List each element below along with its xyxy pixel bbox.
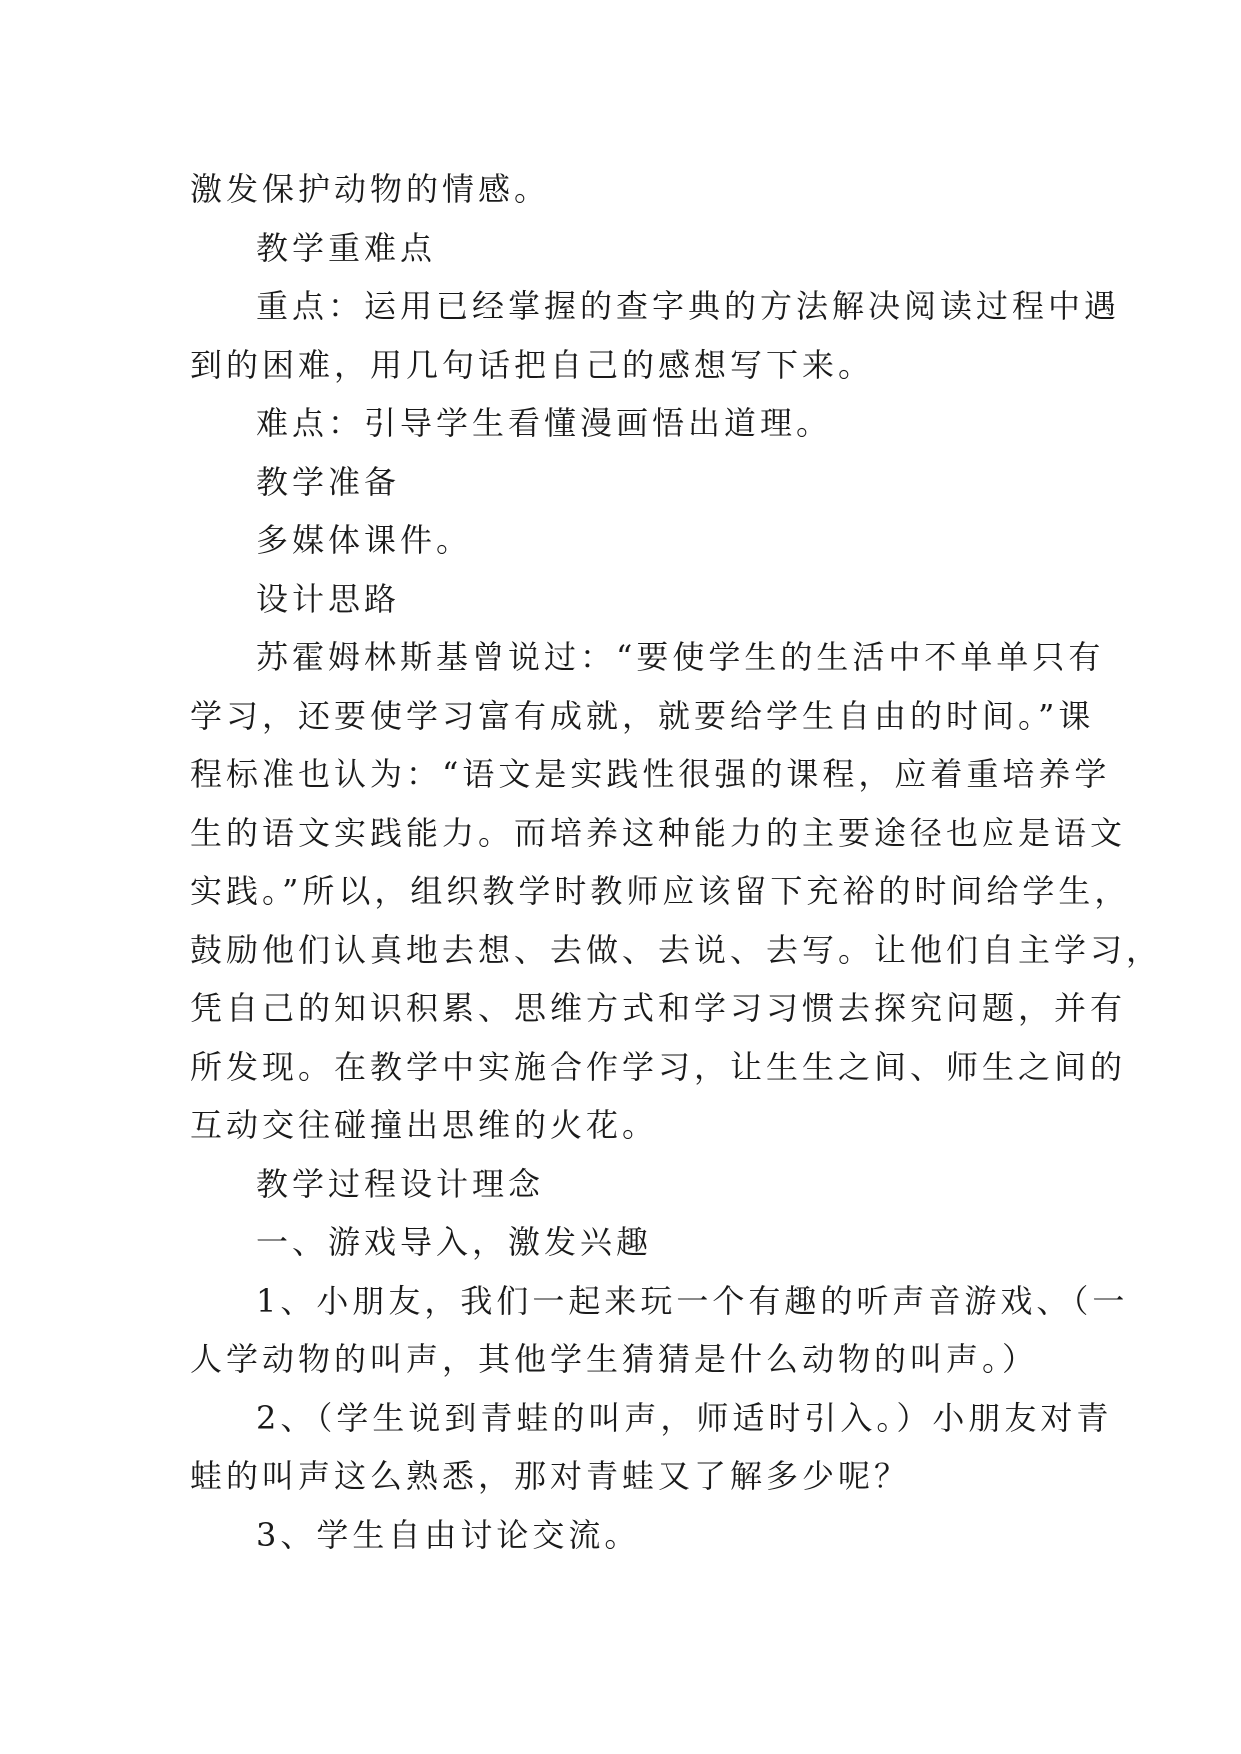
- text-line: 到的困难，用几句话把自己的感想写下来。: [190, 345, 875, 384]
- section-heading: 设计思路: [256, 579, 401, 618]
- text-line: 生的语文实践能力。而培养这种能力的主要途径也应是语文: [190, 813, 1127, 852]
- text-line: 重点：运用已经掌握的查字典的方法解决阅读过程中遇: [256, 287, 1121, 325]
- text-line: 实践。”所以，组织教学时教师应该留下充裕的时间给学生，: [190, 872, 1131, 910]
- text-line: 难点：引导学生看懂漫画悟出道理。: [256, 404, 833, 442]
- text-line: 苏霍姆林斯基曾说过：“要使学生的生活中不单单只有: [256, 638, 1105, 676]
- text-line: 人学动物的叫声，其他学生猜猜是什么动物的叫声。）: [190, 1340, 1039, 1378]
- text-line: 多媒体课件。: [256, 521, 473, 559]
- text-line: 激发保护动物的情感。: [190, 170, 551, 208]
- text-line: 2、（学生说到青蛙的叫声，师适时引入。）小朋友对青: [256, 1398, 1113, 1437]
- document-body: [190, 160, 1163, 1564]
- text-line: 所发现。在教学中实施合作学习，让生生之间、师生之间的: [190, 1047, 1127, 1086]
- section-heading: 教学重难点: [256, 228, 437, 267]
- text-line: 学习，还要使学习富有成就，就要给学生自由的时间。”课: [190, 696, 1095, 735]
- text-line: 1、小朋友，我们一起来玩一个有趣的听声音游戏、（一: [256, 1281, 1129, 1320]
- text-line: 鼓励他们认真地去想、去做、去说、去写。让他们自主学习，: [190, 930, 1163, 969]
- text-line: 程标准也认为：“语文是实践性很强的课程，应着重培养学: [190, 755, 1111, 793]
- section-heading: 教学过程设计理念: [256, 1164, 545, 1203]
- text-line: 凭自己的知识积累、思维方式和学习习惯去探究问题，并有: [190, 989, 1127, 1027]
- section-heading: 教学准备: [256, 462, 401, 501]
- text-line: 互动交往碰撞出思维的火花。: [190, 1106, 659, 1144]
- text-line: 3、学生自由讨论交流。: [256, 1515, 641, 1554]
- section-heading: 一、游戏导入，激发兴趣: [256, 1223, 653, 1261]
- text-line: 蛙的叫声这么熟悉，那对青蛙又了解多少呢？: [190, 1457, 911, 1495]
